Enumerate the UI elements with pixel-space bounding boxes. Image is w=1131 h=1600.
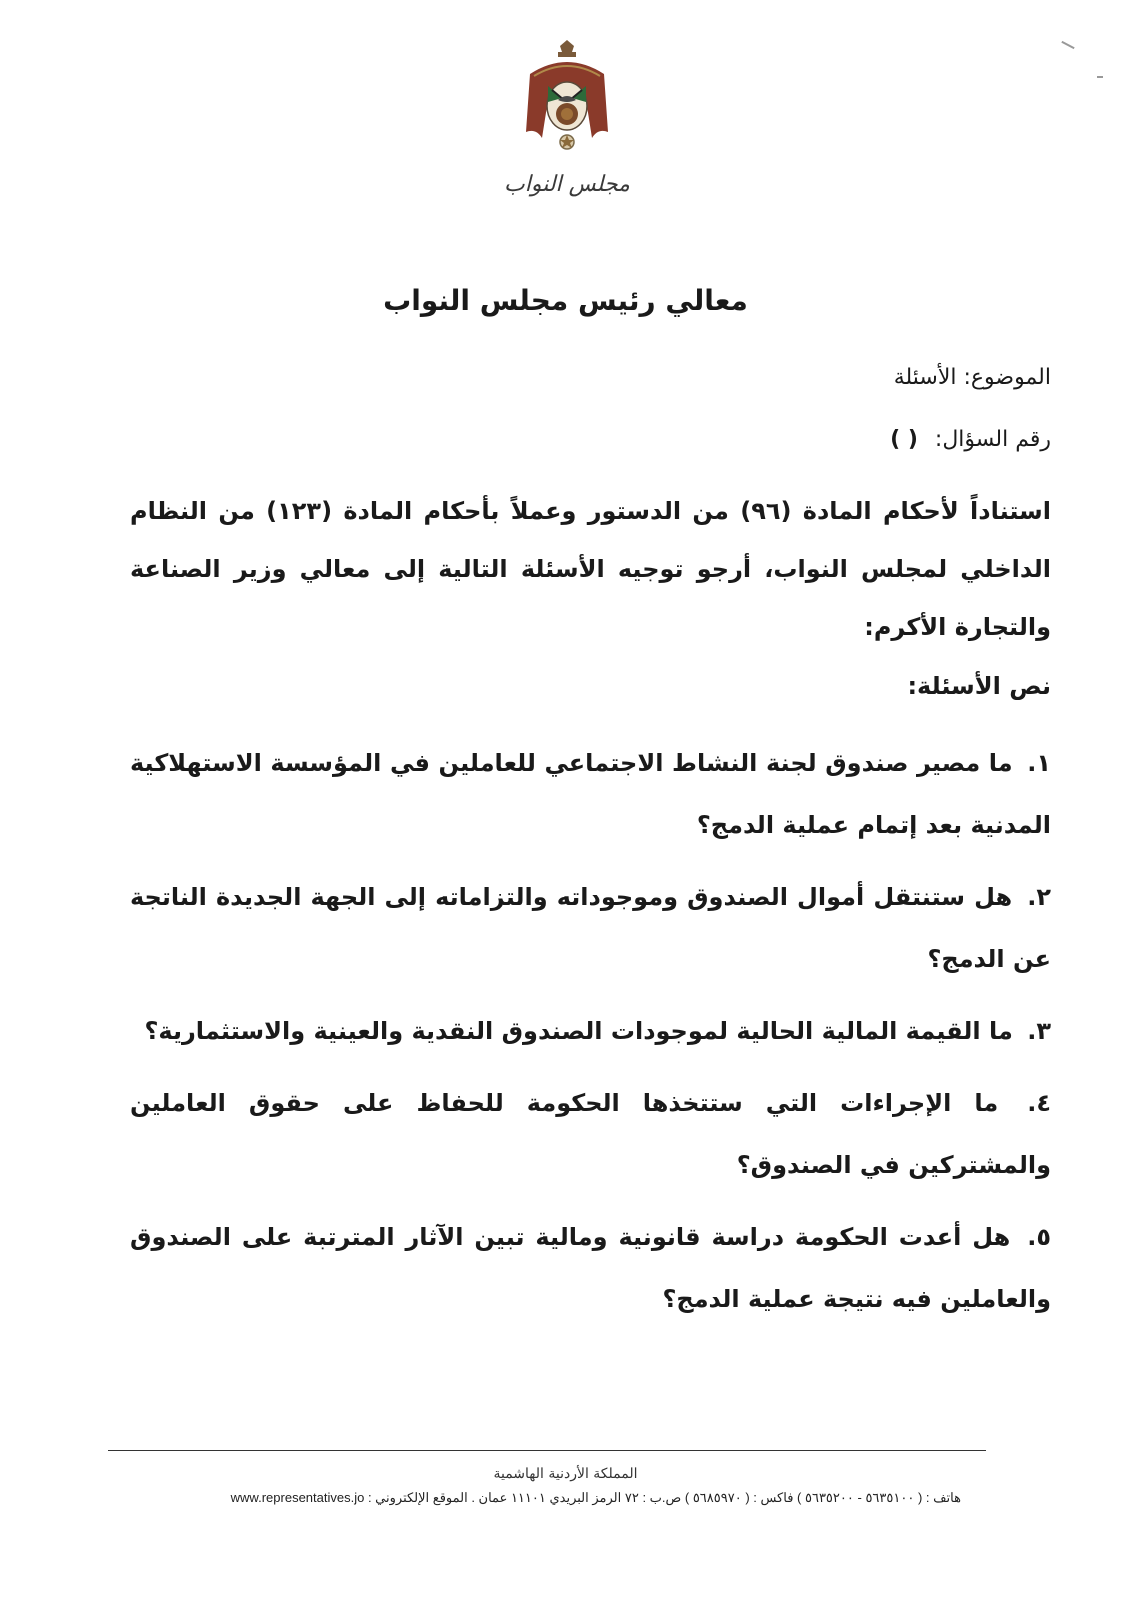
question-text: ما الإجراءات التي ستتخذها الحكومة للحفاظ على حقوق العاملين والمشتركين في الصندوق؟ — [130, 1089, 1051, 1179]
question-item — [130, 1000, 1051, 1062]
page-title: معالي رئيس مجلس النواب — [383, 284, 748, 317]
question-num: ١. — [1027, 749, 1051, 777]
intro-paragraph: استناداً لأحكام المادة (٩٦) من الدستور وعملاً بأحكام المادة (١٢٣) من النظام الداخلي لمجلس النواب، أرجو توجيه الأسئلة التالية إلى معالي وزير الصناعة والتجارة الأكرم: — [130, 497, 1052, 641]
subject-line: الموضوع: الأسئلة — [893, 365, 1051, 390]
scan-artifact — [1061, 41, 1074, 49]
scan-artifact — [1097, 76, 1103, 78]
parliament-logo-text: مجلس النواب — [504, 172, 630, 197]
question-item — [130, 732, 1051, 856]
footer-kingdom-text: المملكة الأردنية الهاشمية — [493, 1466, 638, 1482]
question-item — [130, 1072, 1051, 1196]
question-item — [130, 866, 1051, 990]
question-number-line — [130, 422, 1051, 458]
question-text: هل ستنتقل أموال الصندوق وموجوداته والتزاماته إلى الجهة الجديدة الناتجة عن الدمج؟ — [130, 883, 1051, 973]
question-item — [130, 1206, 1051, 1330]
document-body — [130, 360, 1051, 1340]
question-num: ٢. — [1027, 883, 1051, 911]
question-number-value: ( ) — [890, 427, 918, 452]
footer-divider — [108, 1450, 986, 1451]
question-text: ما القيمة المالية الحالية لموجودات الصندوق النقدية والعينية والاستثمارية؟ — [144, 1017, 1013, 1045]
jordan-coat-of-arms-icon — [522, 40, 612, 160]
questions-heading: نص الأسئلة: — [907, 672, 1051, 700]
question-num: ٣. — [1027, 1017, 1051, 1045]
footer-contact-info: هاتف : ( ٥٦٣٥١٠٠ - ٥٦٣٥٢٠٠ ) فاكس : ( ٥٦٨٥٩٧٠ ) ص.ب : ٧٢ الرمز البريدي ١١١٠١ عمان . الموقع الإلكتروني : www.representatives.jo — [230, 1490, 961, 1505]
question-number-label: رقم السؤال: — [934, 427, 1051, 452]
question-text: ما مصير صندوق لجنة النشاط الاجتماعي للعاملين في المؤسسة الاستهلاكية المدنية بعد إتمام عملية الدمج؟ — [130, 749, 1051, 839]
question-num: ٤. — [1027, 1089, 1051, 1117]
question-text: هل أعدت الحكومة دراسة قانونية ومالية تبين الآثار المترتبة على الصندوق والعاملين فيه نتيجة عملية الدمج؟ — [130, 1223, 1051, 1313]
question-num: ٥. — [1027, 1223, 1051, 1251]
